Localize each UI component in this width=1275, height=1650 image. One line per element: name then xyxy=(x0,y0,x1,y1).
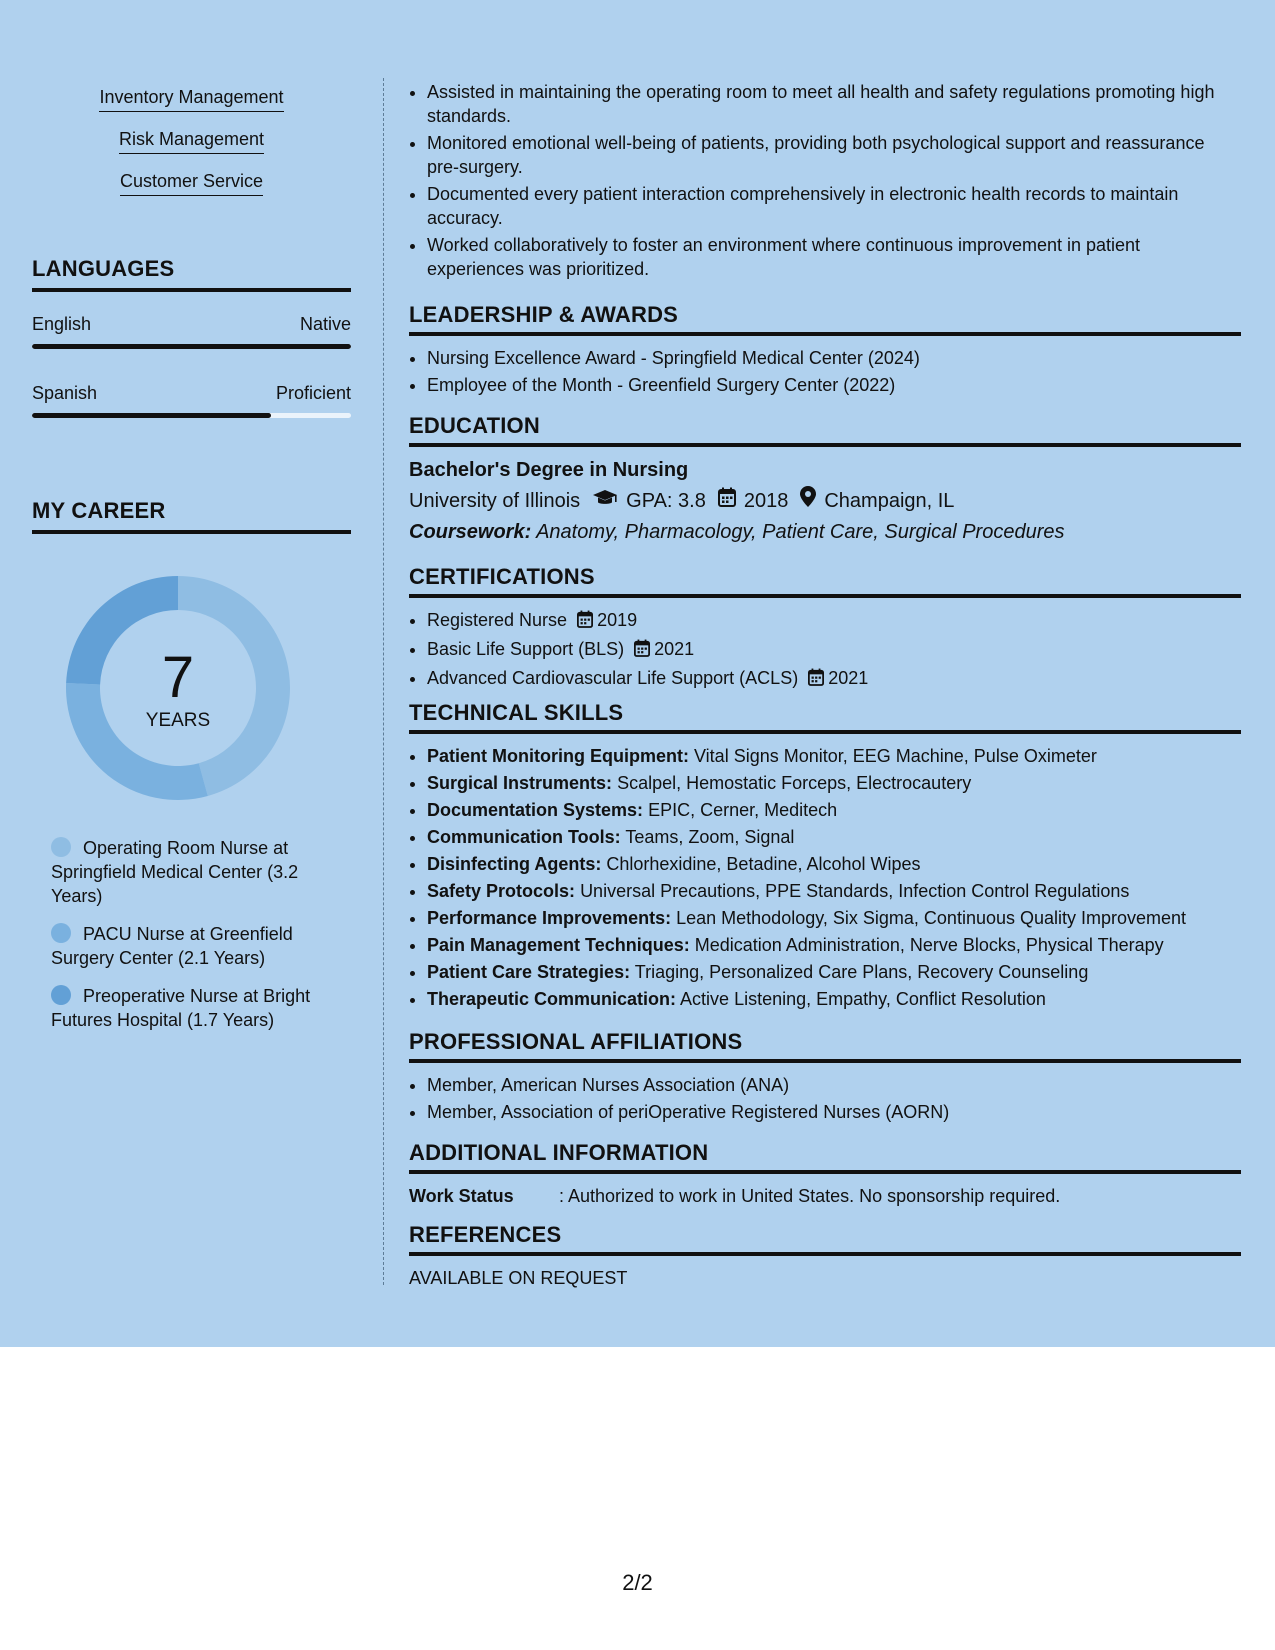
experience-bullet: • Monitored emotional well-being of patients, providing both psychological support and reassurance pre-surgery. xyxy=(427,131,1241,179)
technical-skill-value: Universal Precautions, PPE Standards, Infection Control Regulations xyxy=(580,881,1130,901)
technical-skill-label: Documentation Systems: xyxy=(427,800,644,820)
language-level: Proficient xyxy=(275,383,351,403)
work-status-value: : Authorized to work in United States. No sponsorship required. xyxy=(559,1186,1061,1206)
language-row xyxy=(32,314,351,335)
technical-skill-label: Disinfecting Agents: xyxy=(427,854,602,874)
experience-bullet: • Documented every patient interaction comprehensively in electronic health records to maintain accuracy. xyxy=(427,182,1241,230)
experience-bullet: • Assisted in maintaining the operating room to meet all health and safety regulations promoting high standards. xyxy=(427,80,1241,128)
coursework-label: Coursework: xyxy=(409,521,532,543)
additional-info-heading: ADDITIONAL INFORMATION xyxy=(409,1140,1241,1174)
technical-skill-item xyxy=(427,825,1241,849)
legend-dot-icon xyxy=(51,923,71,943)
legend-label: PACU Nurse at Greenfield Surgery Center (2.1 Years) xyxy=(51,924,293,968)
calendar-icon xyxy=(634,639,650,663)
education-section xyxy=(409,413,1241,546)
technical-skill-item xyxy=(427,987,1241,1011)
skill-tag: Inventory Management xyxy=(99,86,283,112)
technical-skill-label: Communication Tools: xyxy=(427,827,621,847)
technical-skill-item xyxy=(427,744,1241,768)
language-bar xyxy=(32,413,351,418)
work-status-label: Work Status xyxy=(409,1186,514,1206)
technical-skill-value: Scalpel, Hemostatic Forceps, Electrocautery xyxy=(617,773,972,793)
technical-skill-value: Triaging, Personalized Care Plans, Recovery Counseling xyxy=(634,962,1089,982)
career-total-unit: YEARS xyxy=(145,710,211,731)
legend-item xyxy=(51,836,351,908)
donut-center xyxy=(66,576,290,800)
certification-name: Basic Life Support (BLS) xyxy=(427,639,625,659)
legend-item xyxy=(51,984,351,1032)
technical-skill-label: Patient Monitoring Equipment: xyxy=(427,746,689,766)
certification-year: 2021 xyxy=(828,668,869,688)
technical-skills-heading: TECHNICAL SKILLS xyxy=(409,700,1241,734)
technical-skills-section xyxy=(409,700,1241,1014)
education-school: University of Illinois xyxy=(409,489,581,512)
education-location: Champaign, IL xyxy=(824,489,955,512)
language-bar xyxy=(32,344,351,349)
experience-bullet: • Worked collaboratively to foster an environment where continuous improvement in patient experiences was prioritized. xyxy=(427,233,1241,281)
technical-skill-item xyxy=(427,906,1241,930)
coursework-list: Anatomy, Pharmacology, Patient Care, Surgical Procedures xyxy=(536,521,1065,543)
career-donut-chart xyxy=(66,576,290,800)
education-heading: EDUCATION xyxy=(409,413,1241,447)
technical-skill-label: Performance Improvements: xyxy=(427,908,672,928)
technical-skill-item xyxy=(427,960,1241,984)
references-text: AVAILABLE ON REQUEST xyxy=(409,1268,628,1288)
language-bar-fill xyxy=(32,344,351,349)
education-degree: Bachelor's Degree in Nursing xyxy=(409,459,689,481)
graduation-cap-icon xyxy=(592,487,618,515)
languages-heading: LANGUAGES xyxy=(32,256,351,292)
career-total-number: 7 xyxy=(161,645,195,710)
certification-item xyxy=(427,666,1241,692)
certification-name: Registered Nurse xyxy=(427,610,568,630)
language-bar-fill xyxy=(32,413,271,418)
language-row xyxy=(32,383,351,404)
work-status-row xyxy=(409,1184,1241,1208)
technical-skill-value: Active Listening, Empathy, Conflict Resolution xyxy=(680,989,1046,1009)
certification-item xyxy=(427,637,1241,663)
affiliation-item: • Member, American Nurses Association (ANA) xyxy=(427,1073,1241,1097)
technical-skills-list xyxy=(409,744,1241,1011)
technical-skill-label: Safety Protocols: xyxy=(427,881,576,901)
certification-name: Advanced Cardiovascular Life Support (ACLS) xyxy=(427,668,799,688)
technical-skill-value: Lean Methodology, Six Sigma, Continuous Quality Improvement xyxy=(676,908,1187,928)
additional-info-section xyxy=(409,1140,1241,1208)
technical-skill-value: Medication Administration, Nerve Blocks, Physical Therapy xyxy=(694,935,1164,955)
awards-heading: LEADERSHIP & AWARDS xyxy=(409,302,1241,336)
education-gpa: GPA: 3.8 xyxy=(626,489,706,512)
technical-skill-item xyxy=(427,852,1241,876)
technical-skill-value: EPIC, Cerner, Meditech xyxy=(648,800,838,820)
technical-skill-label: Surgical Instruments: xyxy=(427,773,613,793)
education-coursework xyxy=(409,518,1241,546)
column-divider xyxy=(383,78,384,1285)
award-item: • Employee of the Month - Greenfield Surgery Center (2022) xyxy=(427,373,1241,397)
technical-skill-item xyxy=(427,879,1241,903)
technical-skill-item xyxy=(427,798,1241,822)
legend-label: Operating Room Nurse at Springfield Medical Center (3.2 Years) xyxy=(51,838,299,906)
affiliations-heading: PROFESSIONAL AFFILIATIONS xyxy=(409,1029,1241,1063)
calendar-icon xyxy=(577,610,593,634)
education-year: 2018 xyxy=(743,489,789,512)
references-heading: REFERENCES xyxy=(409,1222,1241,1256)
technical-skill-item xyxy=(427,771,1241,795)
certification-year: 2021 xyxy=(654,639,695,659)
language-level: Native xyxy=(299,314,351,334)
language-name: English xyxy=(32,314,92,334)
calendar-icon xyxy=(808,668,824,692)
affiliation-item: • Member, Association of periOperative Registered Nurses (AORN) xyxy=(427,1100,1241,1124)
certification-item xyxy=(427,608,1241,634)
award-item: • Nursing Excellence Award - Springfield Medical Center (2024) xyxy=(427,346,1241,370)
language-name: Spanish xyxy=(32,383,98,403)
legend-dot-icon xyxy=(51,837,71,857)
skill-tag: Risk Management xyxy=(119,128,264,154)
technical-skill-value: Chlorhexidine, Betadine, Alcohol Wipes xyxy=(606,854,921,874)
career-legend xyxy=(51,836,351,1046)
certification-year: 2019 xyxy=(597,610,638,630)
technical-skill-label: Patient Care Strategies: xyxy=(427,962,631,982)
page-number: 2/2 xyxy=(622,1570,653,1595)
certifications-heading: CERTIFICATIONS xyxy=(409,564,1241,598)
education-details xyxy=(409,486,1241,515)
career-heading: MY CAREER xyxy=(32,498,351,534)
affiliations-section xyxy=(409,1029,1241,1127)
skill-tag: Customer Service xyxy=(120,170,263,196)
references-section xyxy=(409,1222,1241,1290)
legend-item xyxy=(51,922,351,970)
legend-label: Preoperative Nurse at Bright Futures Hospital (1.7 Years) xyxy=(51,986,311,1030)
technical-skill-value: Teams, Zoom, Signal xyxy=(625,827,795,847)
legend-dot-icon xyxy=(51,985,71,1005)
technical-skill-item xyxy=(427,933,1241,957)
location-pin-icon xyxy=(800,486,816,515)
technical-skill-label: Therapeutic Communication: xyxy=(427,989,677,1009)
technical-skill-label: Pain Management Techniques: xyxy=(427,935,690,955)
awards-section xyxy=(409,302,1241,400)
skills-list xyxy=(32,86,351,212)
calendar-icon xyxy=(718,487,736,515)
experience-bullets xyxy=(409,80,1241,284)
technical-skill-value: Vital Signs Monitor, EEG Machine, Pulse Oximeter xyxy=(694,746,1097,766)
certifications-section xyxy=(409,564,1241,695)
